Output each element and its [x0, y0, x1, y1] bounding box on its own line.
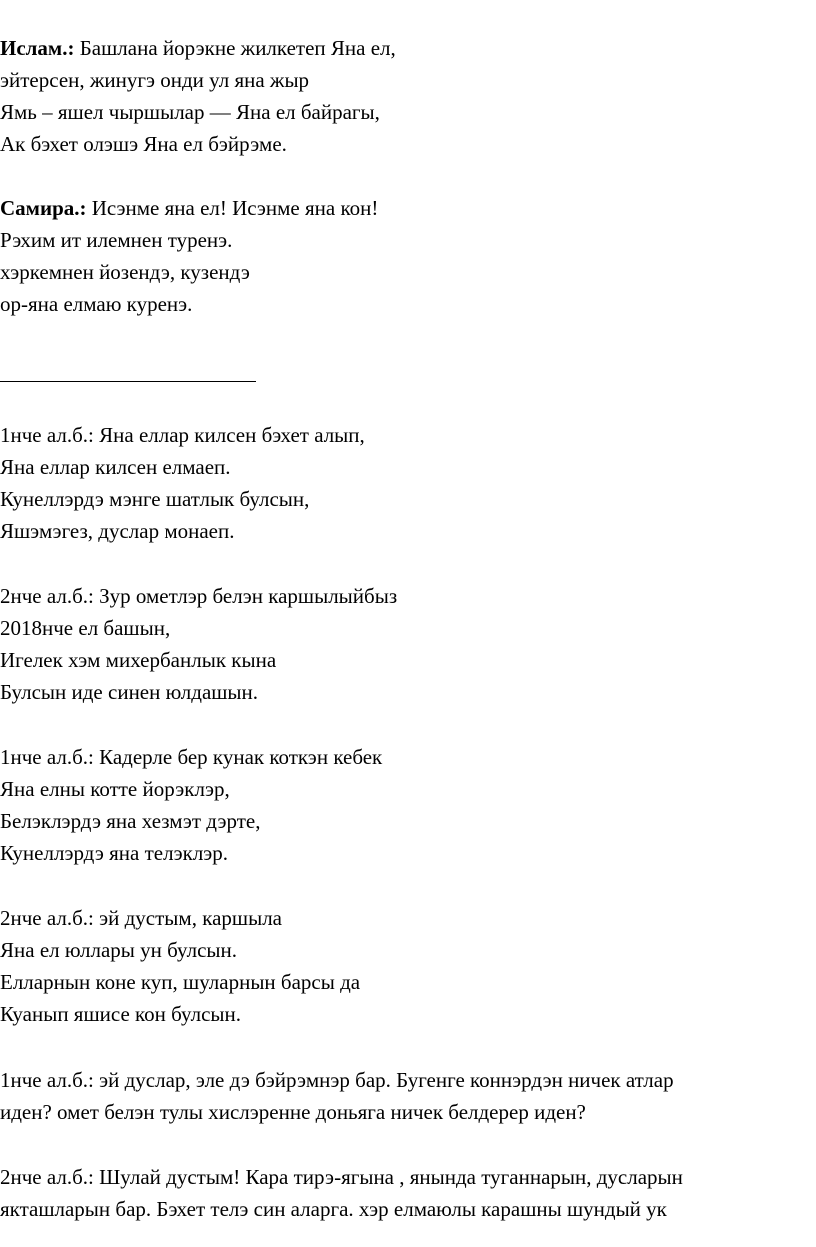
speaker-name: Самира.:: [0, 196, 87, 220]
verse-line: Куанып яшисе кон булсын.: [0, 1002, 242, 1026]
verse-line: [0, 192, 378, 224]
prose-line: якташларын бар. Бэхет телэ син аларга. хэр елмаюлы карашны шундый ук: [0, 1197, 667, 1221]
verse-line: Кунеллэрдэ мэнге шатлык булсын,: [0, 487, 310, 511]
verse-line: Рэхим ит илемнен туренэ.: [0, 228, 233, 252]
verse-line: 2018нче ел башын,: [0, 616, 171, 640]
paragraph-host2: [0, 1161, 800, 1225]
verse-line: [0, 32, 396, 64]
verse-line: Елларнын коне куп, шуларнын барсы да: [0, 970, 361, 994]
stanza-host1-b: [0, 741, 382, 869]
verse-line: хэркемнен йозендэ, кузендэ: [0, 260, 250, 284]
verse-text: Исэнме яна ел! Исэнме яна кон!: [86, 196, 379, 220]
verse-line: эйтерсен, жинугэ онди ул яна жыр: [0, 68, 310, 92]
stanza-islam: [0, 32, 396, 160]
verse-line: 1нче ал.б.: Яна еллар килсен бэхет алып,: [0, 423, 365, 447]
verse-line: Кунеллэрдэ яна телэклэр.: [0, 841, 229, 865]
verse-line: 2нче ал.б.: Зур ометлэр белэн каршылыйбыз: [0, 584, 398, 608]
verse-line: Яна ел юллары ун булсын.: [0, 938, 238, 962]
verse-line: Яна елны котте йорэклэр,: [0, 777, 230, 801]
verse-line: ор-яна елмаю куренэ.: [0, 292, 193, 316]
verse-line: Ямь – яшел чыршылар — Яна ел байрагы,: [0, 100, 380, 124]
speaker-name: Ислам.:: [0, 36, 75, 60]
verse-line: Игелек хэм михербанлык кына: [0, 648, 277, 672]
verse-line: Яшэмэгез, дуслар монаеп.: [0, 519, 235, 543]
verse-line: Ак бэхет олэшэ Яна ел бэйрэме.: [0, 132, 287, 156]
verse-text: Башлана йорэкне жилкетеп Яна ел,: [74, 36, 396, 60]
paragraph-host1: [0, 1064, 800, 1128]
prose-line: 2нче ал.б.: Шулай дустым! Кара тирэ-ягына , янында туганнарын, дусларын: [0, 1165, 683, 1189]
verse-line: Булсын иде синен юлдашын.: [0, 680, 259, 704]
verse-line: Белэклэрдэ яна хезмэт дэрте,: [0, 809, 261, 833]
stanza-samira: [0, 192, 378, 320]
verse-line: 1нче ал.б.: Кадерле бер кунак коткэн кебек: [0, 745, 383, 769]
stanza-host2-a: [0, 580, 397, 708]
prose-line: иден? омет белэн тулы хислэренне доньяга ничек белдерер иден?: [0, 1100, 586, 1124]
stanza-host1-a: [0, 419, 365, 547]
separator-line: [0, 381, 256, 382]
prose-line: 1нче ал.б.: эй дуслар, эле дэ бэйрэмнэр бар. Бугенге коннэрдэн ничек атлар: [0, 1068, 674, 1092]
verse-line: 2нче ал.б.: эй дустым, каршыла: [0, 906, 282, 930]
stanza-host2-b: [0, 902, 360, 1030]
verse-line: Яна еллар килсен елмаеп.: [0, 455, 231, 479]
